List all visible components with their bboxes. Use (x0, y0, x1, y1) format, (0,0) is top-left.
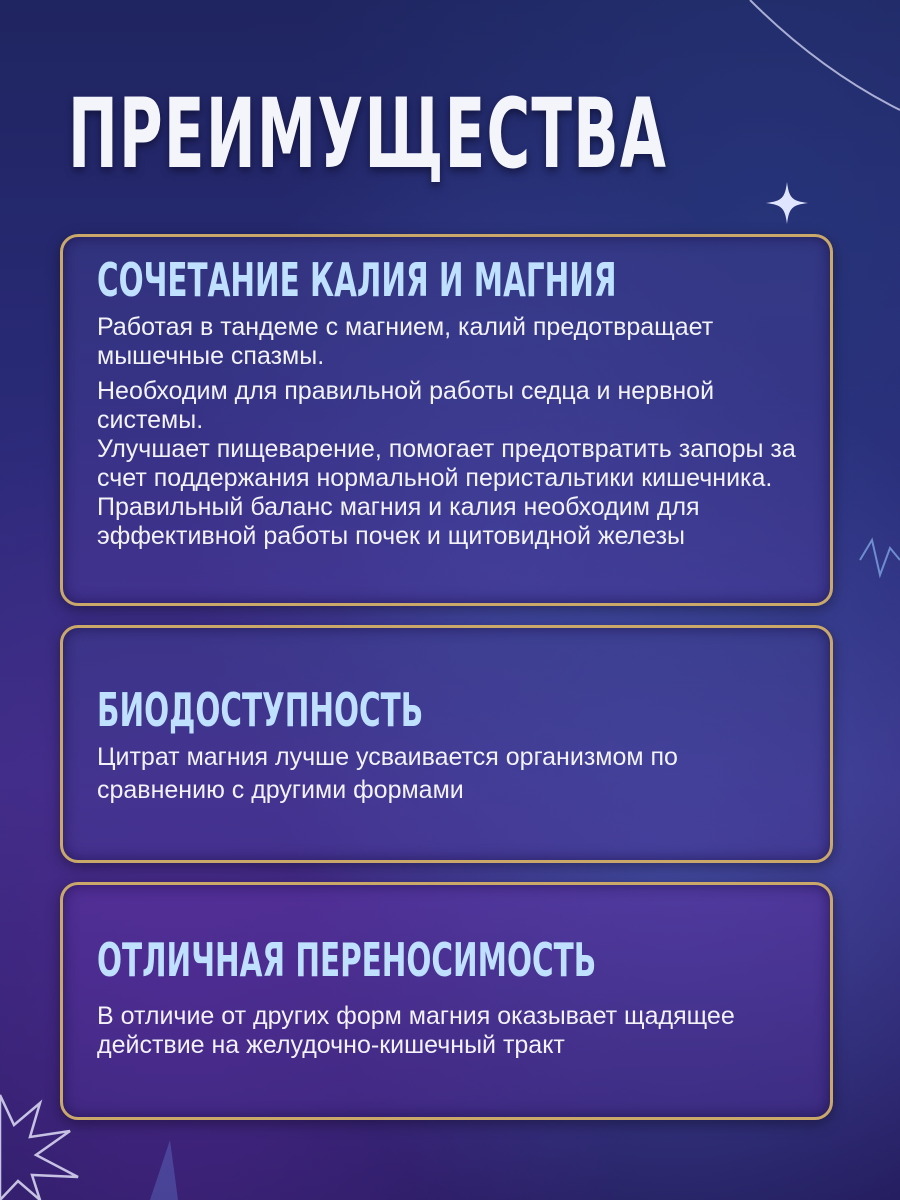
card-potassium-magnesium (60, 234, 833, 606)
card-body (97, 313, 812, 551)
card-heading: БИОДОСТУПНОСТЬ (97, 683, 424, 737)
card-body (97, 1002, 812, 1066)
card-paragraph: Правильный баланс магния и калия необходим для эффективной работы почек и щитовидной железы (97, 493, 700, 550)
card-heading: ОТЛИЧНАЯ ПЕРЕНОСИМОСТЬ (97, 933, 597, 987)
sparkle-star-icon (764, 180, 810, 226)
card-paragraph: Работая в тандеме с магнием, калий предотвращает мышечные спазмы. (97, 313, 714, 370)
card-paragraph: Улучшает пищеварение, помогает предотвратить запоры за счет поддержания нормальной перистальтики кишечника. (97, 435, 796, 492)
card-paragraph: В отличие от других форм магния оказывает щадящее действие на желудочно-кишечный тракт (97, 1002, 735, 1059)
card-heading: СОЧЕТАНИЕ КАЛИЯ И МАГНИЯ (97, 253, 617, 307)
card-tolerability (60, 882, 833, 1120)
card-body (97, 741, 812, 813)
card-bioavailability (60, 625, 833, 863)
card-paragraph: Цитрат магния лучше усваивается организмом по сравнению с другими формами (97, 743, 678, 804)
page-title: ПРЕИМУЩЕСТВА (68, 78, 668, 190)
card-paragraph: Необходим для правильной работы седца и нервной системы. (97, 377, 715, 434)
starburst-icon (0, 1085, 90, 1200)
